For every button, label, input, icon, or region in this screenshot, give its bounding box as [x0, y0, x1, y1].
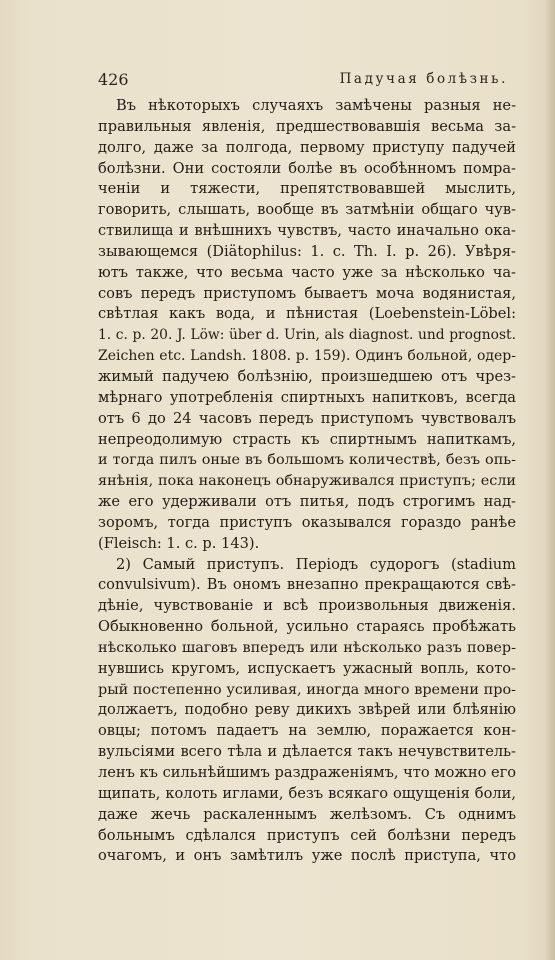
- text-line: (Fleisch: 1. c. p. 143).: [98, 534, 260, 552]
- text-line: Обыкновенно больной, усильно стараясь пробѣжать: [98, 618, 516, 636]
- text-line: овцы; потомъ падаетъ на землю, поражается кон-: [98, 722, 516, 740]
- text-line: и тогда пилъ оные въ большомъ количествѣ, безъ опь-: [98, 452, 516, 469]
- page-edge-shadow: [545, 0, 555, 960]
- text-line: долго, даже за полгода, первому приступу падучей: [98, 138, 516, 156]
- text-line: мѣрнаго употребленія спиртныхъ напитковъ, всегда: [98, 388, 516, 406]
- text-line: рый постепенно усиливая, иногда много времени про-: [98, 681, 516, 698]
- page-number: 426: [98, 70, 129, 89]
- text-line: болѣзни. Они состояли болѣе въ особѣнномъ помра-: [98, 159, 516, 177]
- text-line: щипать, колоть иглами, безъ всякаго ощущенія боли,: [98, 784, 516, 802]
- text-line: должаетъ, подобно реву дикихъ звѣрей или блѣянію: [98, 701, 516, 719]
- text-line: ленъ къ сильнѣйшимъ раздраженіямъ, что можно его: [98, 764, 516, 781]
- text-line: нѣсколько шаговъ впередъ или нѣсколько разъ повер-: [98, 639, 516, 656]
- running-title: Падучая болѣзнь.: [339, 71, 508, 87]
- text-line: совъ передъ приступомъ бываетъ моча водянистая,: [98, 284, 516, 302]
- body-text: [98, 96, 516, 867]
- text-line: жимый падучею болѣзнію, произшедшею отъ чрез-: [98, 367, 516, 385]
- text-line: очагомъ, и онъ замѣтилъ уже послѣ приступа, что: [98, 847, 516, 865]
- text-line: янѣнія, пока наконецъ обнаруживался приступъ; если: [98, 473, 516, 490]
- text-line: правильныя явленія, предшествовавшія весьма за-: [98, 117, 516, 135]
- text-line: convulsivum). Въ ономъ внезапно прекращаются свѣ-: [98, 576, 516, 594]
- text-line: Въ нѣкоторыхъ случаяхъ замѣчены разныя не-: [116, 97, 516, 114]
- text-line: зоромъ, тогда приступъ оказывался гораздо ранѣе: [98, 513, 516, 531]
- text-line: ствилища и внѣшнихъ чувствъ, часто иначально ока-: [98, 222, 516, 240]
- text-line: Zeichen etc. Landsh. 1808. p. 159). Одинъ больной, одер-: [98, 348, 516, 365]
- text-line: нувшись кругомъ, испускаетъ ужасный вопль, кото-: [98, 659, 516, 677]
- text-line: ченіи и тяжести, препятствовавшей мыслить,: [98, 180, 516, 198]
- text-line: отъ 6 до 24 часовъ передъ приступомъ чувствовалъ: [98, 409, 516, 427]
- text-line: говорить, слышать, вообще въ затмѣніи общаго чув-: [98, 201, 516, 219]
- text-line: же его удерживали отъ питья, подъ строгимъ над-: [98, 493, 516, 511]
- text-line: вульсіями всего тѣла и дѣлается такъ нечувствитель-: [98, 743, 516, 761]
- text-line: зывающемся (Diätophilus: 1. c. Th. I. p. 26). Увѣря-: [98, 242, 516, 260]
- text-line: свѣтлая какъ вода, и пѣнистая (Loebenstein-Löbel:: [98, 305, 516, 323]
- text-line: больнымъ сдѣлался приступъ сей болѣзни передъ: [98, 826, 516, 844]
- text-line: ютъ также, что весьма часто уже за нѣсколько ча-: [98, 263, 516, 281]
- text-line: даже жечь раскаленнымъ желѣзомъ. Съ однимъ: [98, 805, 516, 823]
- text-line: 2) Самый приступъ. Періодъ судорогъ (stadium: [116, 555, 516, 573]
- text-line: дѣніе, чувствованіе и всѣ произвольныя движенія.: [98, 597, 516, 615]
- text-line: 1. c. p. 20. J. Löw: über d. Urin, als diagnost. und prognost.: [98, 327, 516, 344]
- page-header: [98, 70, 508, 90]
- text-line: непреодолимую страсть къ спиртнымъ напиткамъ,: [98, 430, 516, 448]
